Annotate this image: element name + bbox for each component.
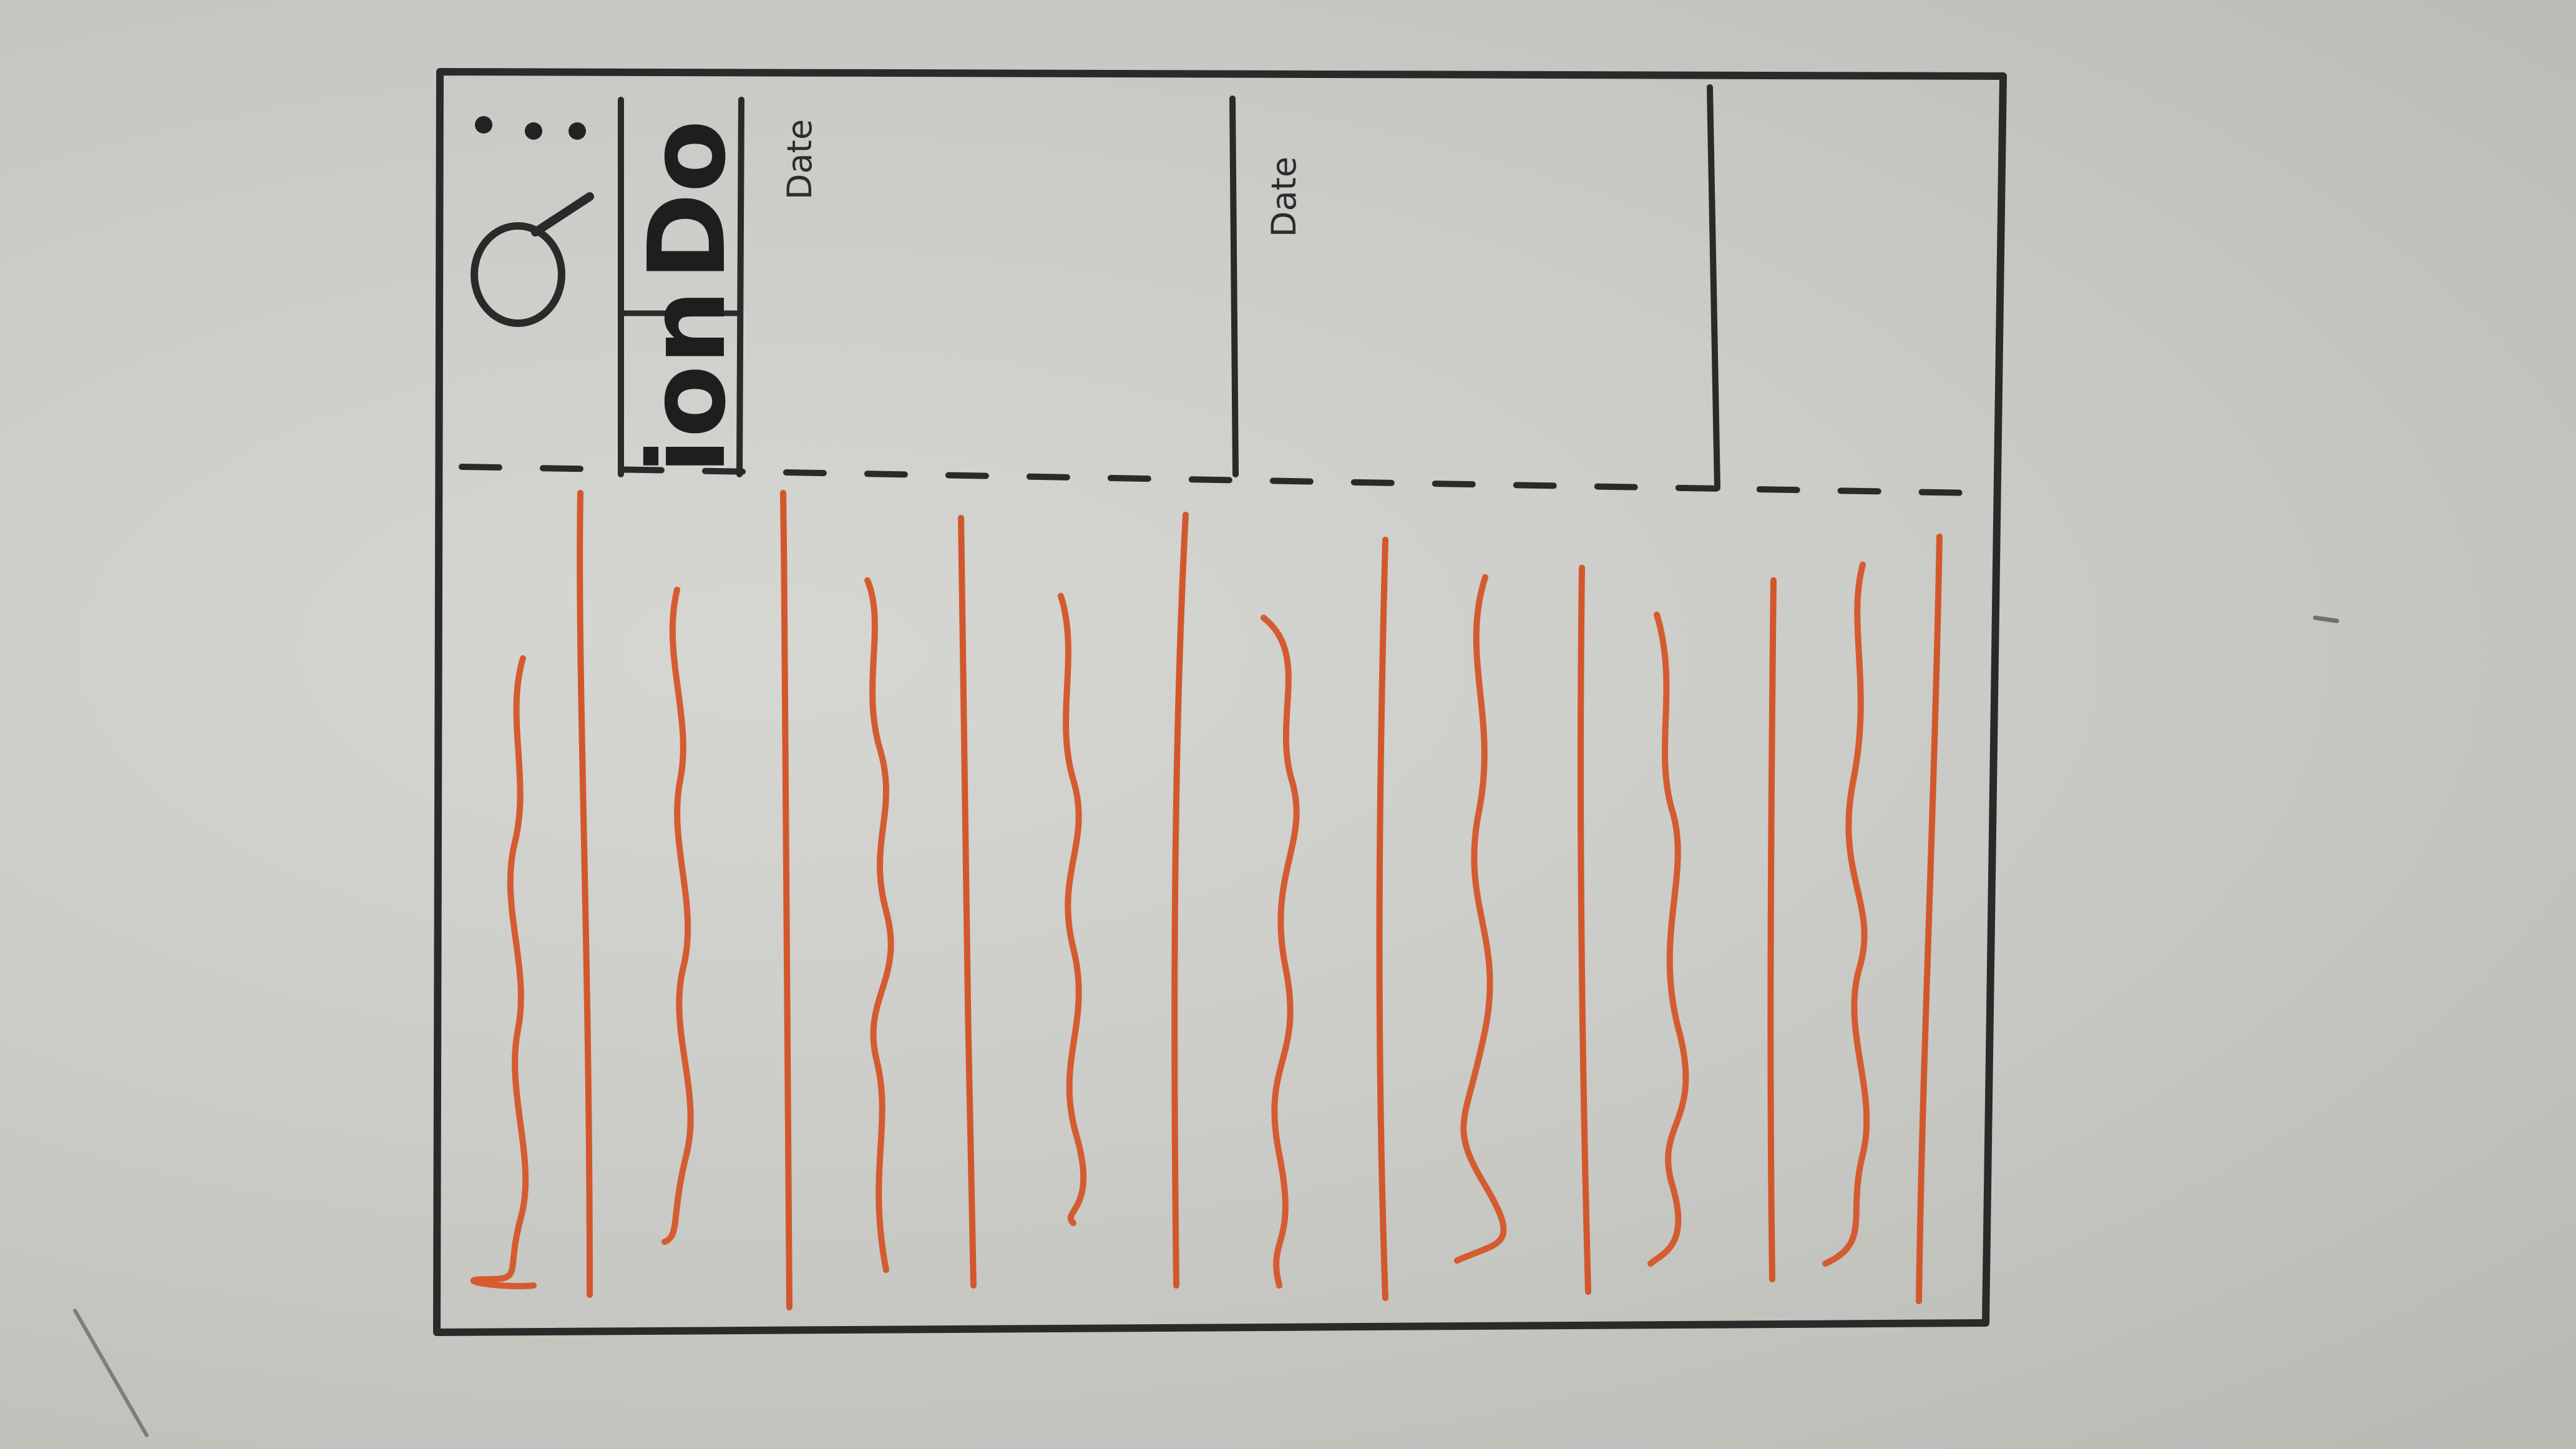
column-line-5	[1380, 540, 1385, 1298]
column-title-2: ion	[626, 289, 749, 474]
date-label-1: Date	[780, 119, 819, 200]
header-divider-4	[1710, 87, 1717, 488]
column-line-8	[1919, 537, 1939, 1301]
table-cells	[474, 565, 1867, 1286]
cell-scribble-5	[1264, 618, 1297, 1286]
date-label-2: Date	[1264, 156, 1304, 237]
column-line-2	[783, 493, 789, 1307]
search-area[interactable]	[474, 116, 590, 323]
wall-scratch	[75, 1310, 147, 1435]
header-divider-3	[1232, 99, 1236, 474]
cell-scribble-6	[1457, 577, 1503, 1261]
search-icon[interactable]	[474, 197, 590, 323]
column-line-6	[1581, 568, 1588, 1292]
cell-scribble-3	[867, 580, 891, 1270]
column-title-1: Do	[626, 120, 749, 281]
cell-scribble-7	[1651, 615, 1686, 1264]
column-line-7	[1770, 580, 1773, 1279]
more-dots-icon[interactable]	[475, 116, 586, 140]
column-line-1	[580, 493, 590, 1295]
cell-scribble-1	[474, 658, 534, 1286]
wall-mark	[2315, 618, 2337, 621]
column-line-4	[1174, 515, 1186, 1286]
table-column-lines	[580, 493, 1939, 1307]
cell-scribble-2	[665, 590, 691, 1242]
column-line-3	[961, 518, 973, 1286]
cell-scribble-4	[1061, 596, 1083, 1223]
cell-scribble-8	[1825, 565, 1866, 1264]
